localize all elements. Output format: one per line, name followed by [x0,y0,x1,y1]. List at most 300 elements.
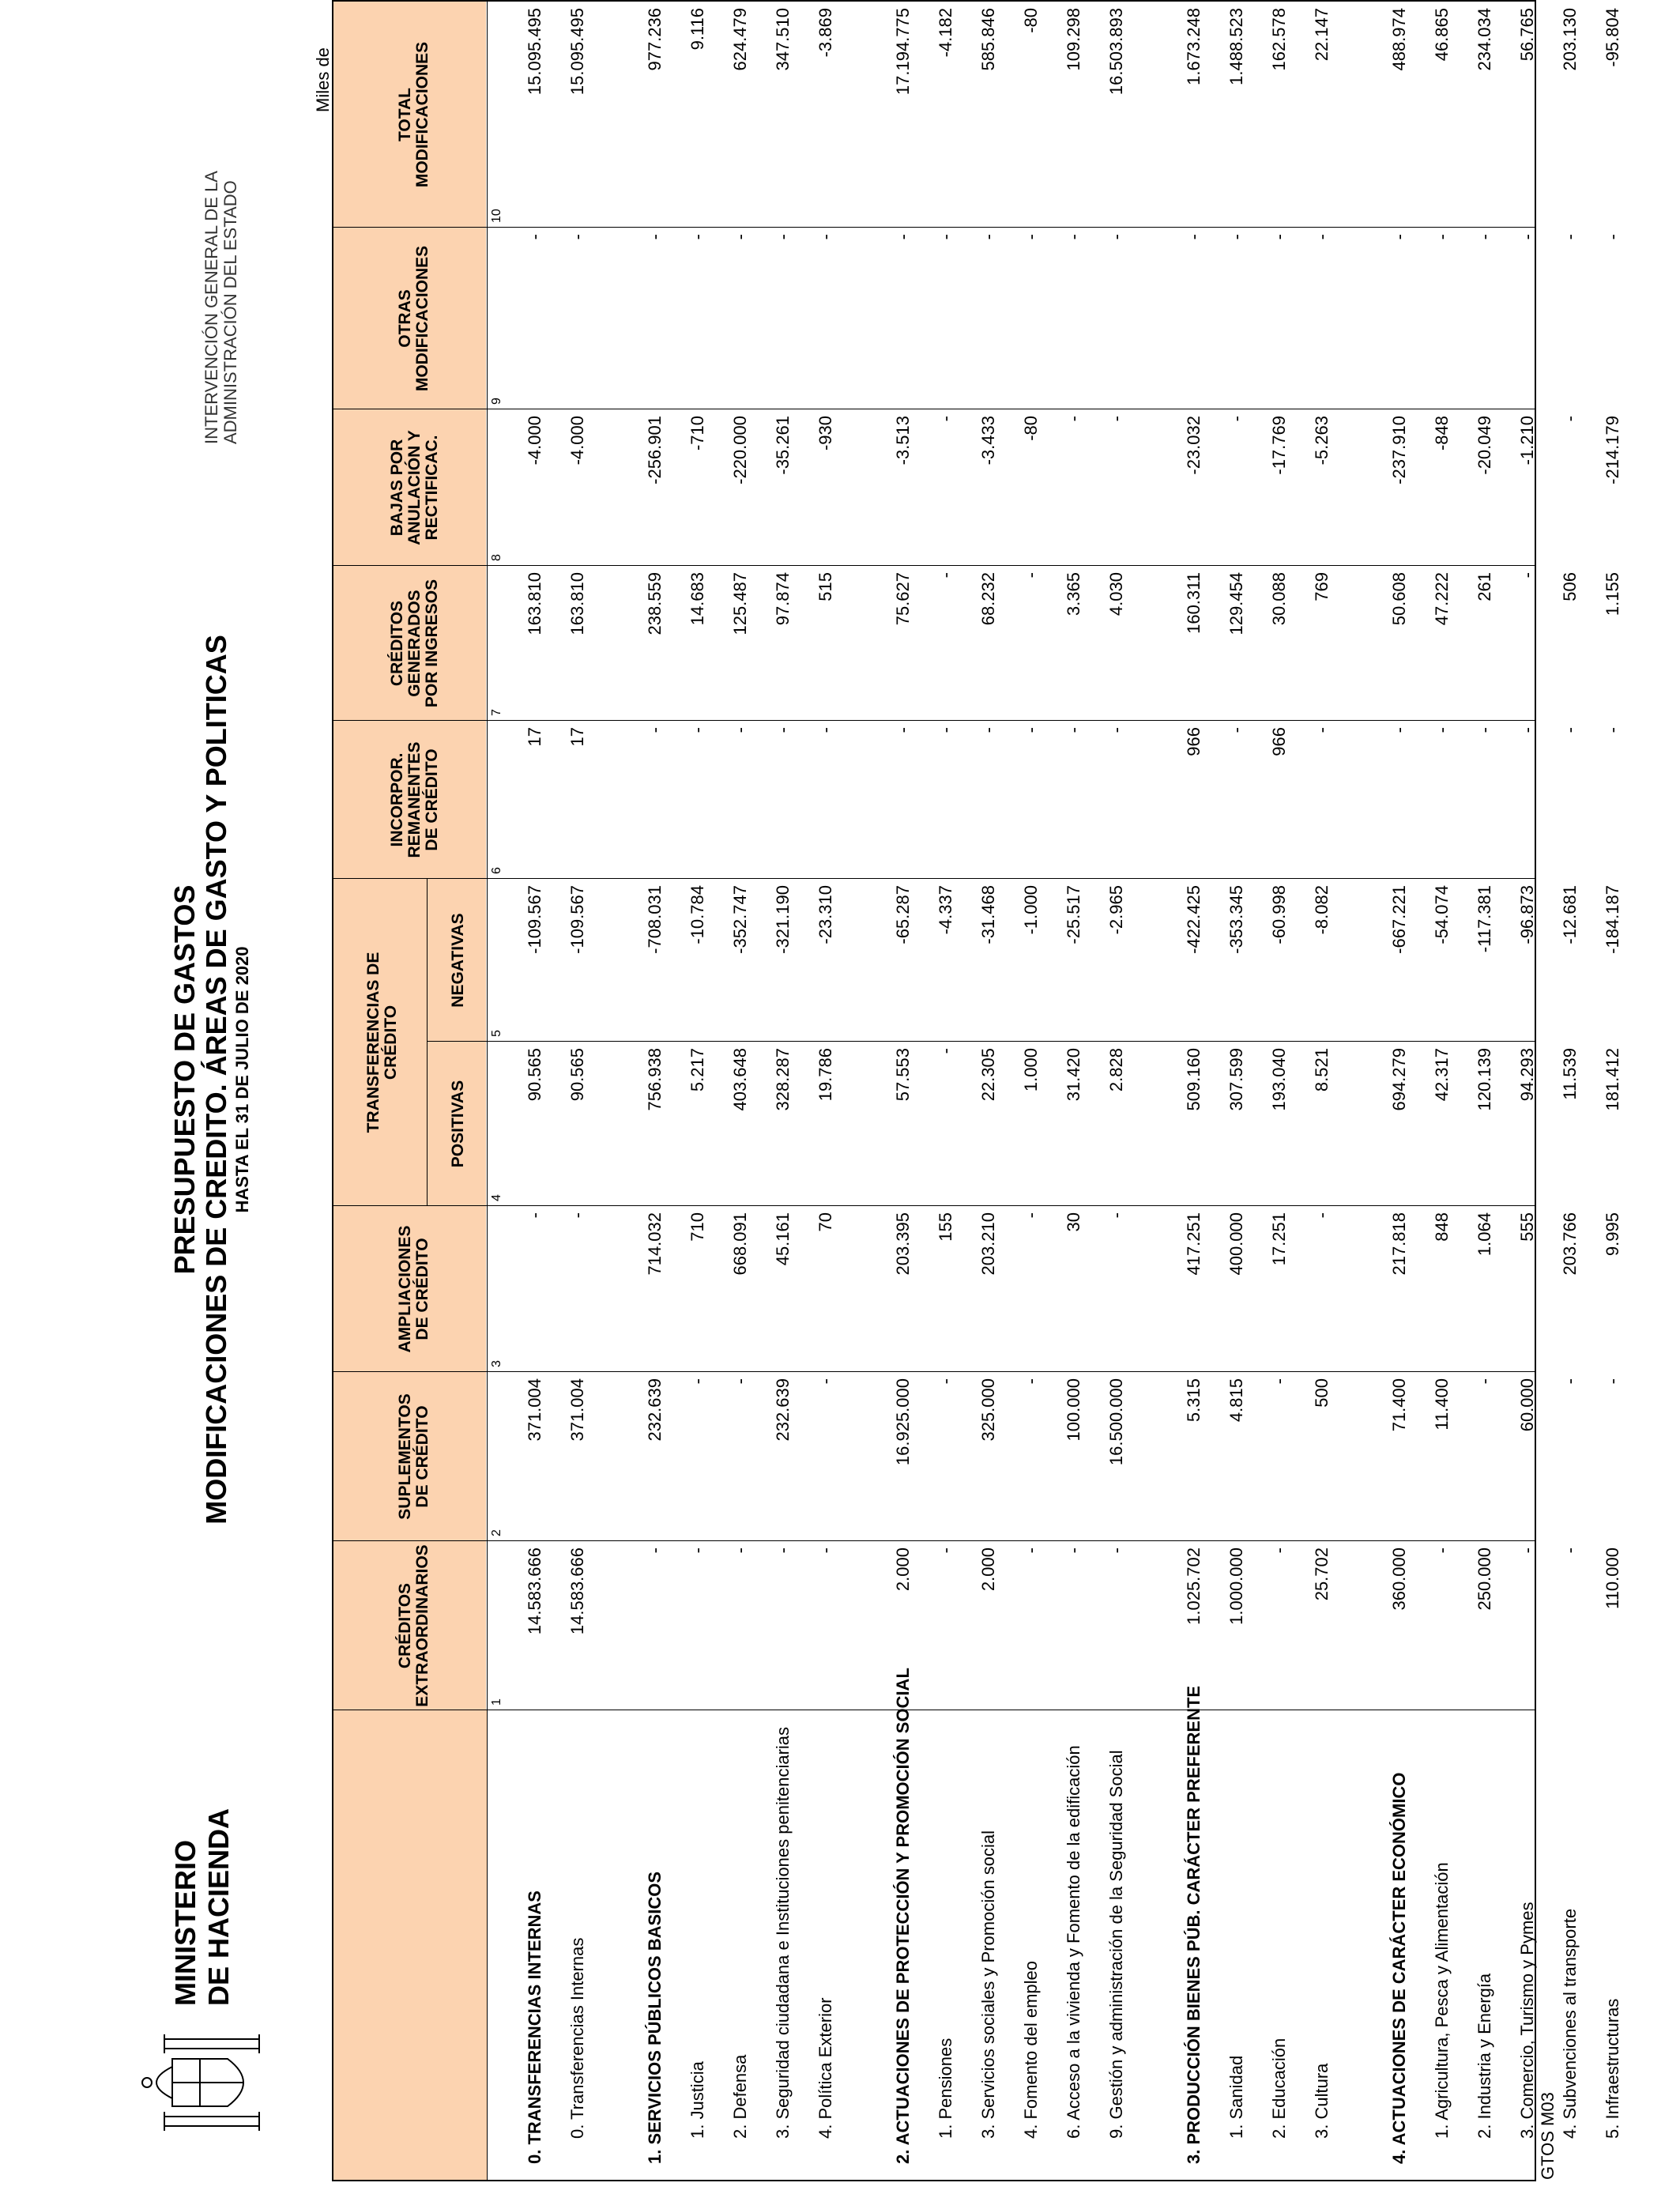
table-group-row [634,2,676,2180]
cell-value: 16.503.893 [1106,8,1126,96]
cell-value: -930 [816,416,835,451]
header-line: DE CRÉDITO [413,1238,431,1340]
header-line: CRÉDITOS [388,600,406,687]
cell-value: -20.049 [1475,416,1494,475]
header-column-label [397,1541,431,1710]
cell-value: - [1560,234,1580,240]
ministry-line-2: DE HACIENDA [202,1808,235,2006]
cell-value: - [1021,1547,1041,1554]
cell-value: - [567,234,587,240]
cell-value: -3.513 [893,416,913,466]
cell-value: - [525,1212,544,1219]
cell-value: 25.702 [1312,1547,1332,1601]
cell-value: - [730,727,750,733]
cell-value: - [1064,727,1083,733]
cell-value: 129.454 [1226,572,1246,635]
row-label: 9. Gestión y administración de la Seguridad Social [1106,1750,1126,2139]
cell-value: 56.765 [1517,8,1537,62]
cell-value: 203.130 [1560,8,1580,71]
cell-value: 90.565 [567,1048,587,1102]
cell-value: -4.337 [936,885,955,935]
cell-value: 47.222 [1432,572,1452,626]
cell-value: - [1106,1547,1126,1554]
header-line: OTRAS [396,289,414,348]
table-row [1258,2,1301,2180]
cell-value: - [936,1378,955,1385]
table-row [719,2,762,2180]
cell-value: 50.608 [1389,572,1409,626]
header-negativas: NEGATIVAS [449,913,467,1008]
cell-value: - [1475,1378,1494,1385]
cell-value: - [730,1547,750,1554]
cell-value: 977.236 [645,8,665,71]
cell-value: - [1269,1547,1289,1554]
table-row [1421,2,1463,2180]
row-label: 2. Defensa [730,2054,750,2139]
cell-value: 307.599 [1226,1048,1246,1111]
cell-value: 193.040 [1269,1048,1289,1111]
cell-value: 347.510 [773,8,793,71]
cell-value: -23.310 [816,885,835,944]
cell-value: 75.627 [893,572,913,626]
cell-value: -23.032 [1184,416,1203,475]
table-row [1301,2,1343,2180]
cell-value: - [1560,1378,1580,1385]
cell-value: - [1064,1547,1083,1554]
cell-value: 9.116 [687,8,707,51]
cell-value: 325.000 [978,1378,998,1442]
column-number: 10 [490,209,503,223]
cell-value: 668.091 [730,1212,750,1276]
cell-value: 4.030 [1106,572,1126,616]
cell-value: - [1226,727,1246,733]
cell-value: 17 [525,727,544,747]
cell-value: 14.583.666 [525,1547,544,1635]
table-row [762,2,804,2180]
row-label: 0. Transferencias Internas [567,1937,587,2139]
cell-value: - [1184,234,1203,240]
page-subtitle: MODIFICACIONES DE CREDITO. ÁREAS DE GASTO Y POLITICAS [200,635,232,1525]
cell-value: - [1312,727,1332,733]
cell-value: - [1106,727,1126,733]
cell-value: -256.901 [645,416,665,484]
cell-value: - [816,727,835,733]
column-number: 5 [490,1030,503,1037]
cell-value: -10.784 [687,885,707,944]
cell-value: -708.031 [645,885,665,954]
table-row [925,2,967,2180]
cell-value: 769 [1312,572,1332,601]
cell-value: - [1432,234,1452,240]
cell-value: -237.910 [1389,416,1409,484]
cell-value: - [1226,416,1246,422]
cell-value: - [936,572,955,579]
cell-value: - [1064,416,1083,422]
cell-value: 1.064 [1475,1212,1494,1257]
cell-value: 120.139 [1475,1048,1494,1111]
header-line: RECTIFICAC. [423,435,441,541]
cell-value: 30 [1064,1212,1083,1232]
header-line: SUPLEMENTOS [396,1393,414,1520]
cell-value: -8.082 [1312,885,1332,935]
cell-value: 17.194.775 [893,8,913,96]
cell-value: - [816,1378,835,1385]
cell-value: - [1312,234,1332,240]
cell-value: 125.487 [730,572,750,635]
cell-value: -60.998 [1269,885,1289,944]
cell-value: - [1021,1212,1041,1219]
header-transfer-group [365,879,400,1206]
table-row [1549,2,1591,2180]
cell-value: - [687,1378,707,1385]
table-row [804,2,847,2180]
cell-value: 8.521 [1312,1048,1332,1092]
cell-value: 710 [687,1212,707,1242]
cell-value: 155 [936,1212,955,1242]
cell-value: -17.769 [1269,416,1289,475]
cell-value: - [816,234,835,240]
ige-line-1: INTERVENCIÓN GENERAL DE LA [202,171,221,444]
title-block [169,566,253,1593]
cell-value: -35.261 [773,416,793,475]
cell-value: - [1560,416,1580,422]
header-line: POR INGRESOS [423,579,441,708]
cell-value: 68.232 [978,572,998,626]
cell-value: 110.000 [1603,1547,1622,1609]
cell-value: 30.088 [1269,572,1289,626]
cell-value: - [1603,727,1622,733]
cell-value: - [567,1212,587,1219]
cell-value: -54.074 [1432,885,1452,944]
cell-value: 5.217 [687,1048,707,1092]
coat-of-arms-icon [133,2023,275,2142]
cell-value: 17.251 [1269,1212,1289,1266]
cell-value: -109.567 [525,885,544,954]
cell-value: - [1517,572,1537,579]
cell-value: - [773,234,793,240]
cell-value: 2.828 [1106,1048,1126,1092]
cell-value: -353.345 [1226,885,1246,954]
cell-value: 966 [1184,727,1203,756]
header-line: DE CRÉDITO [413,1405,431,1508]
cell-value: 70 [816,1212,835,1232]
row-label: 3. Comercio, Turismo y Pymes [1517,1902,1537,2139]
row-label: 3. Seguridad ciudadana e Instituciones penitenciarias [773,1726,793,2139]
row-label: 2. Educación [1269,2038,1289,2139]
cell-value: 217.818 [1389,1212,1409,1276]
row-label: 3. Servicios sociales y Promoción social [978,1830,998,2139]
cell-value: - [1517,727,1537,733]
column-number: 9 [490,398,503,405]
column-number: 6 [490,867,503,874]
cell-value: 160.311 [1184,572,1203,634]
cell-value: 94.293 [1517,1048,1537,1102]
header-subgroup-divider [427,879,428,1206]
cell-value: 232.639 [645,1378,665,1442]
cell-value: 22.147 [1312,8,1332,62]
cell-value: 694.279 [1389,1048,1409,1111]
row-label: 1. Sanidad [1226,2055,1246,2139]
cell-value: - [936,1048,955,1054]
header-line: TRANSFERENCIAS DE [364,952,382,1133]
header-line: GENERADOS [405,590,424,697]
header-line: MODIFICACIONES [413,41,431,188]
cell-value: 1.155 [1603,572,1622,616]
cell-value: -710 [687,416,707,451]
cell-value: 1.673.248 [1184,8,1203,85]
cell-value: 238.559 [645,572,665,635]
cell-value: - [1517,1547,1537,1554]
cell-value: -1.210 [1517,416,1537,466]
cell-value: 57.553 [893,1048,913,1102]
header-column-label [389,566,441,721]
ige-line-2: ADMINISTRACIÓN DEL ESTADO [220,180,240,444]
table-row [1053,2,1095,2180]
cell-value: -3.869 [816,8,835,58]
row-label: 4. Política Exterior [816,1997,835,2139]
table-group-row [882,2,925,2180]
header-positivas: POSITIVAS [449,1080,467,1168]
cell-value: 162.578 [1269,8,1289,71]
cell-value: - [1021,234,1041,240]
header-column-label [389,721,441,879]
cell-value: 585.846 [978,8,998,71]
cell-value: -65.287 [893,885,913,944]
row-label: 1. Pensiones [936,2038,955,2139]
cell-value: 328.287 [773,1048,793,1111]
cell-value: 234.034 [1475,8,1494,71]
cell-value: 163.810 [525,572,544,635]
cell-value: - [687,1547,707,1554]
cell-value: 203.395 [893,1212,913,1276]
cell-value: - [1106,234,1126,240]
cell-value: 181.412 [1603,1048,1622,1111]
cell-value: - [1021,572,1041,579]
cell-value: 506 [1560,572,1580,601]
cell-value: 11.539 [1560,1048,1580,1100]
cell-value: 90.565 [525,1048,544,1102]
cell-value: - [1389,234,1409,240]
cell-value: 515 [816,572,835,601]
cell-value: - [1106,1212,1126,1219]
header-number-strip [486,2,487,1710]
cell-value: 2.000 [978,1547,998,1592]
cell-value: - [773,727,793,733]
cell-value: 100.000 [1064,1378,1083,1442]
cell-value: 97.874 [773,572,793,626]
cell-value: - [1226,234,1246,240]
header-column-label [397,228,431,409]
cell-value: 2.000 [893,1547,913,1592]
cell-value: -4.000 [567,416,587,466]
header-line: DE CRÉDITO [423,748,441,851]
cell-value: -5.263 [1312,416,1332,466]
cell-value: 500 [1312,1378,1332,1408]
cell-value: -3.433 [978,416,998,466]
cell-value: 19.786 [816,1048,835,1102]
cell-value: 555 [1517,1212,1537,1242]
cell-value: - [773,1547,793,1554]
cell-value: 250.000 [1475,1547,1494,1611]
page-title: PRESUPUESTO DE GASTOS [168,884,201,1275]
cell-value: - [1312,1212,1332,1219]
cell-value: - [1603,234,1622,240]
ige-block [202,171,240,444]
cell-value: 1.000.000 [1226,1547,1246,1625]
cell-value: 261 [1475,572,1494,601]
table-group-row [514,2,556,2180]
cell-value: 45.161 [773,1212,793,1266]
table-row [1591,2,1634,2180]
cell-value: -352.747 [730,885,750,954]
cell-value: 371.004 [567,1378,587,1442]
date-line: HASTA EL 31 DE JULIO DE 2020 [232,946,252,1213]
cell-value: 417.251 [1184,1212,1203,1276]
cell-value: 71.400 [1389,1378,1409,1432]
column-number: 1 [490,1698,503,1706]
cell-value: -422.425 [1184,885,1203,954]
cell-value: -117.381 [1475,885,1494,953]
header-line: MODIFICACIONES [413,245,431,392]
cell-value: 5.315 [1184,1378,1203,1423]
table-group-row [1378,2,1421,2180]
cell-value: -12.681 [1560,885,1580,944]
cell-value: - [1475,727,1494,733]
table-row [967,2,1010,2180]
row-label: 3. PRODUCCIÓN BIENES PÚB. CARÁCTER PREFERENTE [1184,1685,1203,2164]
row-label: 0. TRANSFERENCIAS INTERNAS [525,1891,544,2164]
cell-value: - [1269,234,1289,240]
cell-value: 163.810 [567,572,587,635]
row-label: 1. SERVICIOS PÚBLICOS BASICOS [645,1871,665,2164]
column-number: 8 [490,554,503,561]
header-column-label [397,1206,431,1372]
column-number: 3 [490,1360,503,1367]
cell-value: 14.583.666 [567,1547,587,1635]
cell-value: -80 [1021,8,1041,33]
column-number: 7 [490,709,503,716]
cell-value: 46.865 [1432,8,1452,62]
cell-value: - [1064,234,1083,240]
cell-value: 9.995 [1603,1212,1622,1257]
header-line: INCORPOR. [388,752,406,847]
cell-value: - [1432,1547,1452,1554]
cell-value: - [687,234,707,240]
row-label: 5. Infraestructuras [1603,1998,1622,2139]
cell-value: -95.804 [1603,8,1622,67]
cell-value: - [687,727,707,733]
cell-value: - [1603,1378,1622,1385]
cell-value: -667.221 [1389,885,1409,954]
cell-value: -31.468 [978,885,998,944]
cell-value: - [1389,727,1409,733]
header-line: ANULACIÓN Y [405,430,424,545]
cell-value: - [525,234,544,240]
cell-value: -4.182 [936,8,955,58]
table-row [1506,2,1549,2180]
row-label: 4. Fomento del empleo [1021,1960,1041,2139]
cell-value: - [978,234,998,240]
cell-value: -321.190 [773,885,793,954]
cell-value: -214.179 [1603,416,1622,484]
cell-value: 11.400 [1432,1378,1452,1431]
cell-value: - [1517,234,1537,240]
ministry-name [169,1808,235,2006]
cell-value: 4.815 [1226,1378,1246,1423]
cell-value: 203.210 [978,1212,998,1276]
cell-value: 400.000 [1226,1212,1246,1276]
table-row [676,2,719,2180]
cell-value: - [1432,727,1452,733]
cell-value: 15.095.495 [525,8,544,96]
cell-value: 17 [567,727,587,747]
cell-value: -184.187 [1603,885,1622,954]
row-label: 4. Subvenciones al transporte [1560,1908,1580,2139]
cell-value: 371.004 [525,1378,544,1442]
cell-value: 1.025.702 [1184,1547,1203,1625]
cell-value: 714.032 [645,1212,665,1276]
row-label: 1. Agricultura, Pesca y Alimentación [1432,1862,1452,2139]
units-label: Miles de [313,47,333,112]
cell-value: -96.873 [1517,885,1537,944]
ministry-line-1: MINISTERIO [169,1839,202,2006]
cell-value: 756.938 [645,1048,665,1111]
cell-value: - [1106,416,1126,422]
cell-value: 14.683 [687,572,707,626]
cell-value: 15.095.495 [567,8,587,96]
row-label: 1. Justicia [687,2061,707,2139]
row-label: 4. ACTUACIONES DE CARÁCTER ECONÓMICO [1389,1772,1409,2164]
cell-value: 232.639 [773,1378,793,1442]
header-line: AMPLIACIONES [396,1225,414,1353]
cell-value: -80 [1021,416,1041,441]
cell-value: 16.500.000 [1106,1378,1126,1466]
cell-value: - [893,727,913,733]
cell-value: - [1475,234,1494,240]
cell-value: 109.298 [1064,8,1083,71]
header-line: REMANENTES [405,741,424,858]
cell-value: 1.488.523 [1226,8,1246,85]
cell-value: - [893,234,913,240]
cell-value: -109.567 [567,885,587,954]
header-column-label [397,2,431,228]
cell-value: - [1560,1547,1580,1554]
cell-value: 42.317 [1432,1048,1452,1102]
cell-value: 60.000 [1517,1378,1537,1432]
row-label: 2. ACTUACIONES DE PROTECCIÓN Y PROMOCIÓN SOCIAL [893,1668,913,2164]
cell-value: -220.000 [730,416,750,484]
table-row [1095,2,1138,2180]
cell-value: - [645,234,665,240]
cell-value: 3.365 [1064,572,1083,616]
cell-value: - [730,1378,750,1385]
cell-value: 403.648 [730,1048,750,1111]
row-label: 2. Industria y Energía [1475,1973,1494,2139]
cell-value: -1.000 [1021,885,1041,935]
cell-value: 848 [1432,1212,1452,1242]
cell-value: - [1269,1378,1289,1385]
table-group-row [1173,2,1215,2180]
cell-value: -2.965 [1106,885,1126,935]
header-line: BAJAS POR [388,439,406,537]
table-row [1215,2,1258,2180]
cell-value: 966 [1269,727,1289,756]
cell-value: - [1021,727,1041,733]
cell-value: - [1021,1378,1041,1385]
column-number: 2 [490,1529,503,1536]
cell-value: - [645,1547,665,1554]
cell-value: - [730,234,750,240]
